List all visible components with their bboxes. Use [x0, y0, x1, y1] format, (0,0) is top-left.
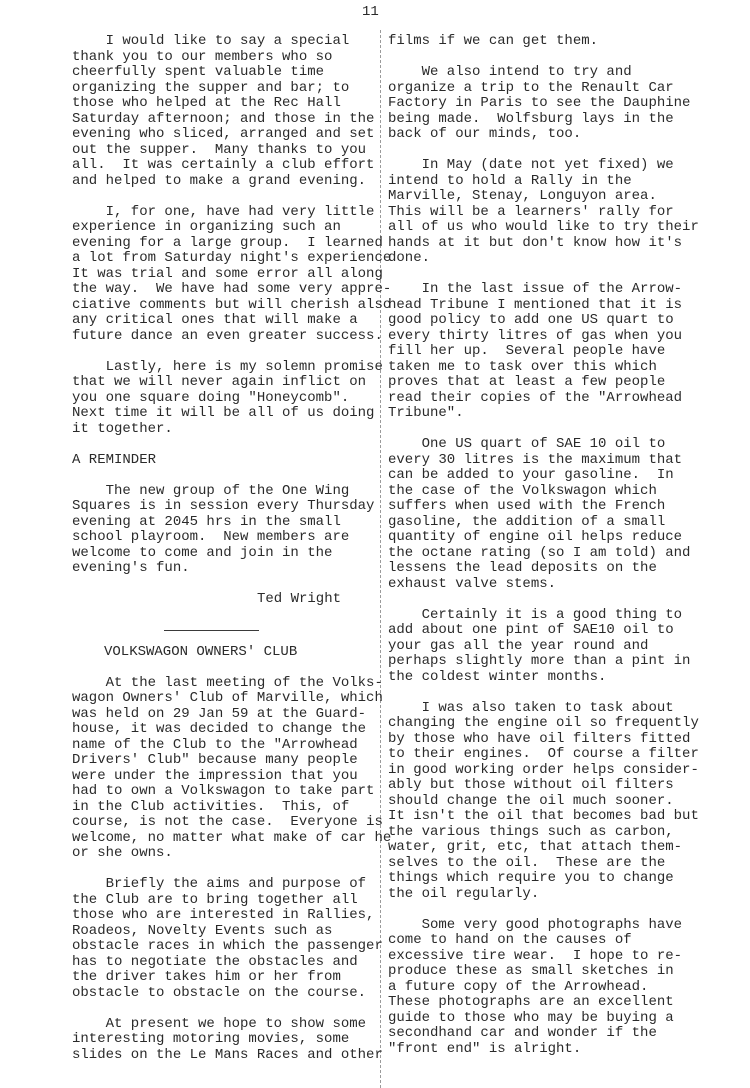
paragraph-arrowhead-tribune: In the last issue of the Arrow- head Tribune I mentioned that it is good policy to add one US quart to every thirty litres of gas when you fill her up. Several people have taken me to task over this which proves that at least a few people read their copies of the "Arrowhead Tribune". [388, 281, 683, 421]
paragraph-oil-filters: I was also taken to task about changing the engine oil so frequently by those who have oil filters fitted to their engines. Of course a filter in good working order helps consider- ably but those without oil filters should change the oil much sooner. It isn't the oil that becomes bad but the various things such as carbon, water, grit, etc, that attach them- selves to the oil. These are the things which require you to change the oil regularly. [388, 699, 699, 902]
paragraph-club-name-change: At the last meeting of the Volks- wagon Owners' Club of Marville, which was held on 29 Jan 59 at the Guard- house, it was decided to change the name of the Club to the "Arrowhead Drivers' Club" because many people were under the impression that you had to own a Volkswagon to take part in the Club activities. This, of course, is not the case. Everyone is welcome, no matter what make of car he or she owns. [72, 674, 392, 861]
signature-ted-wright: Ted Wright [257, 591, 342, 607]
paragraph-one-wing-squares: The new group of the One Wing Squares is in session every Thursday evening at 2045 hrs in the small school playroom. New members are welcome to come and join in the evening's fun. [72, 482, 375, 576]
right-column [388, 33, 699, 1073]
section-divider-rule [164, 630, 259, 631]
paragraph-experience: I, for one, have had very little experience in organizing such an evening for a large group. I learned a lot from Saturday night's experience It was trial and some error all along the way. We have had some very appre- ciative comments but will cherish also any critical ones that will make a future dance an even greater success. [72, 203, 392, 344]
paragraph-rally: In May (date not yet fixed) we intend to hold a Rally in the Marville, Stenay, Longuyon area. This will be a learners' rally for all of us who would like to try their hands at it but don't know how it's done. [388, 157, 699, 266]
paragraph-sae-oil: One US quart of SAE 10 oil to every 30 litres is the maximum that can be added to your gasoline. In the case of the Volkswagon which suffers when used with the French gasoline, the addition of a small quantity of engine oil helps reduce the octane rating (so I am told) and lessens the lead deposits on the exhaust valve stems. [388, 436, 691, 592]
page-number: 11 [362, 4, 379, 20]
left-column [72, 33, 392, 1079]
paragraph-movies: At present we hope to show some interesting motoring movies, some slides on the Le Mans Races and other [72, 1015, 383, 1063]
paragraph-renault-trip: We also intend to try and organize a trip to the Renault Car Factory in Paris to see the Dauphine being made. Wolfsburg lays in the back of our minds, too. [388, 64, 691, 142]
paragraph-thanks: I would like to say a special thank you to our members who so cheerfully spent valuable time organizing the supper and bar; to those who helped at the Rec Hall Saturday afternoon; and those in the evening who sliced, arranged and set out the supper. Many thanks to you all. It was certainly a club effort and helped to make a grand evening. [72, 33, 375, 189]
paragraph-tire-wear: Some very good photographs have come to hand on the causes of excessive tire wear. I hope to re- produce these as small sketches in a future copy of the Arrowhead. These photographs are an excellent guide to those who may be buying a secondhand car and wonder if the "front end" is alright. [388, 916, 683, 1057]
paragraph-club-aims: Briefly the aims and purpose of the Club are to bring together all those who are interested in Rallies, Roadeos, Novelty Events such as obstacle races in which the passenger has to negotiate the obstacles and the driver takes him or her from obstacle to obstacle on the course. [72, 876, 383, 1001]
paragraph-films-cont: films if we can get them. [388, 33, 599, 49]
club-heading: VOLKSWAGON OWNERS' CLUB [104, 643, 298, 660]
paragraph-pint-oil: Certainly it is a good thing to add about one pint of SAE10 oil to your gas all the year round and perhaps slightly more than a pint in the coldest winter months. [388, 606, 691, 685]
paragraph-promise: Lastly, here is my solemn promise that we will never again inflict on you one square doing "Honeycomb". Next time it will be all of us doing it together. [72, 358, 383, 437]
reminder-heading: A REMINDER [72, 451, 157, 468]
